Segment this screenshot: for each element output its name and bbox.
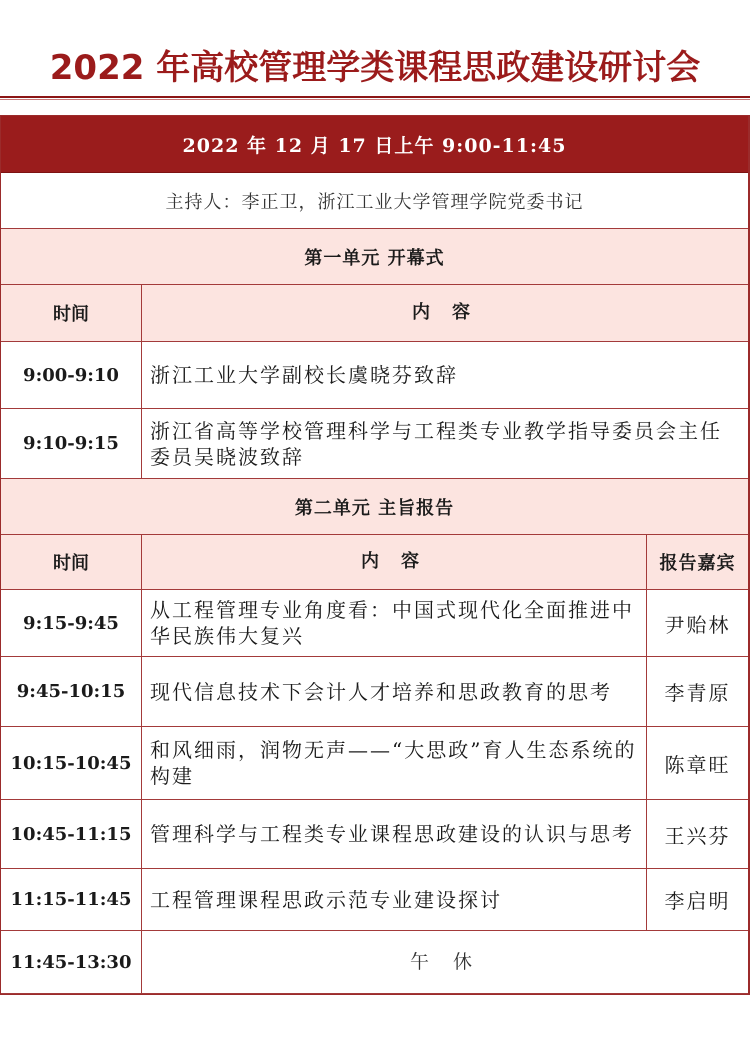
- title-divider: [0, 96, 750, 98]
- unit1-col-content: 内容: [412, 302, 492, 323]
- row-time: 9:15-9:45: [1, 590, 142, 656]
- row-content: 从工程管理专业角度看：中国式现代化全面推进中华民族伟大复兴: [150, 598, 634, 648]
- row-speaker: 尹贻林: [646, 590, 748, 656]
- title-divider-thin: [0, 99, 750, 100]
- row-content: 浙江工业大学副校长虞晓芬致辞: [150, 363, 458, 387]
- row-speaker: 陈章旺: [646, 727, 748, 799]
- row-speaker: 王兴芬: [646, 800, 748, 868]
- row-time: 11:15-11:45: [1, 869, 142, 930]
- row-content: 和风细雨，润物无声——“大思政”育人生态系统的构建: [150, 738, 637, 788]
- row-content: 午休: [409, 951, 496, 973]
- table-row: [1, 727, 748, 800]
- row-content: 浙江省高等学校管理科学与工程类专业教学指导委员会主任委员吴晓波致辞: [150, 418, 722, 469]
- table-row: [1, 342, 748, 409]
- session-date-bar: 2022 年 12 月 17 日上午 9:00-11:45: [1, 116, 748, 173]
- row-speaker: 李青原: [646, 657, 748, 726]
- unit2-header-row: [1, 535, 748, 590]
- session-host: 主持人：李正卫，浙江工业大学管理学院党委书记: [1, 173, 748, 229]
- row-time: 10:15-10:45: [1, 727, 142, 799]
- row-content: 工程管理课程思政示范专业建设探讨: [150, 887, 502, 912]
- unit2-col-content: 内容: [361, 551, 441, 572]
- row-speaker: 李启明: [646, 869, 748, 930]
- table-row: [1, 657, 748, 727]
- table-row: [1, 800, 748, 869]
- unit1-header-row: [1, 285, 748, 342]
- row-time: 9:00-9:10: [1, 342, 142, 408]
- unit2-title: 第二单元 主旨报告: [1, 479, 748, 535]
- table-row: [1, 869, 748, 931]
- row-time: 11:45-13:30: [1, 931, 142, 993]
- unit2-col-time: 时间: [1, 535, 142, 589]
- row-time: 9:45-10:15: [1, 657, 142, 726]
- agenda-table: [0, 115, 750, 995]
- lunch-row: [1, 931, 748, 994]
- table-row: [1, 590, 748, 657]
- page-title: 2022 年高校管理学类课程思政建设研讨会: [49, 48, 701, 88]
- unit1-col-time: 时间: [1, 285, 142, 341]
- unit1-title: 第一单元 开幕式: [1, 229, 748, 285]
- row-time: 9:10-9:15: [1, 409, 142, 478]
- unit2-col-speaker: 报告嘉宾: [646, 535, 748, 589]
- table-row: [1, 409, 748, 479]
- row-time: 10:45-11:15: [1, 800, 142, 868]
- row-content: 管理科学与工程类专业课程思政建设的认识与思考: [150, 822, 634, 846]
- row-content: 现代信息技术下会计人才培养和思政教育的思考: [150, 679, 612, 704]
